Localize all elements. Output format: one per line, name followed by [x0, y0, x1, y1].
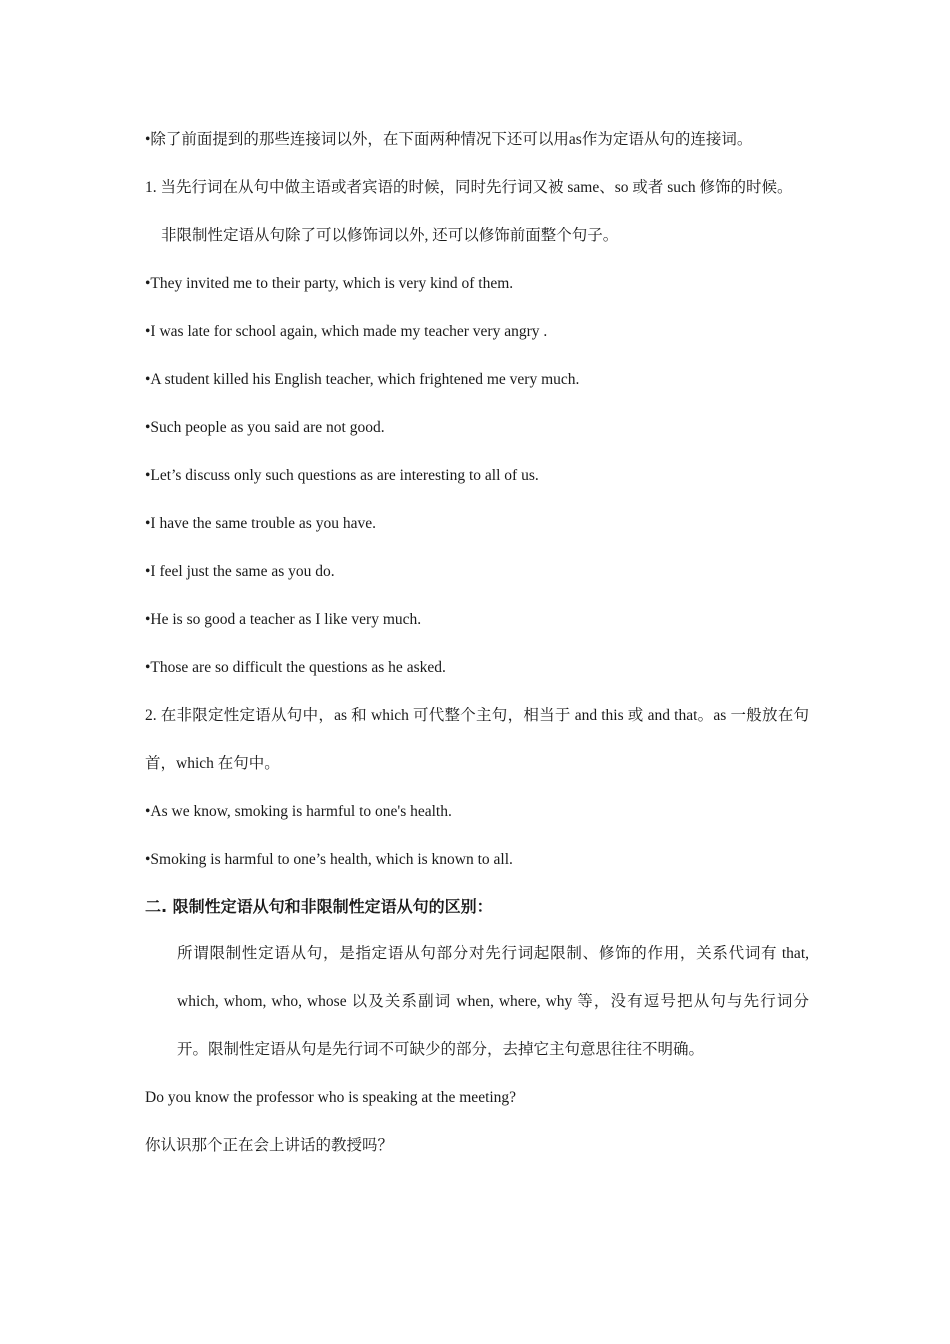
example-list-2 — [145, 788, 809, 884]
example-sentence: •As we know, smoking is harmful to one's health. — [145, 803, 452, 820]
paragraph-as-intro: •除了前面提到的那些连接词以外，在下面两种情况下还可以用as作为定语从句的连接词。 — [145, 131, 753, 148]
example-sentence: •They invited me to their party, which is very kind of them. — [145, 275, 514, 292]
example-list-1 — [145, 260, 809, 692]
example-sentence-chinese: 你认识那个正在会上讲话的教授吗？ — [145, 1137, 394, 1154]
paragraph-rule-2: 2. 在非限定性定语从句中，as 和 which 可代整个主句，相当于 and this 或 and that。as 一般放在句首，which 在句中。 — [145, 707, 809, 772]
example-sentence: •Those are so difficult the questions as he asked. — [145, 659, 446, 676]
paragraph-nonrestrictive-note: 非限制性定语从句除了可以修饰词以外, 还可以修饰前面整个句子。 — [161, 227, 619, 244]
paragraph-rule-1: 1. 当先行词在从句中做主语或者宾语的时候，同时先行词又被 same、so 或者 such 修饰的时候。 — [145, 179, 793, 196]
example-sentence: •Such people as you said are not good. — [145, 419, 385, 436]
document-body — [145, 116, 809, 1170]
paragraph-restrictive-definition: 所谓限制性定语从句，是指定语从句部分对先行词起限制、修饰的作用，关系代词有 that, which, whom, who, whose 以及关系副词 when, where, why 等，没有逗号把从句与先行词分开。限制性定语从句是先行词不可缺少的部分，去掉它主句意思往往不明确。 — [177, 945, 809, 1058]
example-sentence: •I feel just the same as you do. — [145, 563, 335, 580]
example-sentence: •I have the same trouble as you have. — [145, 515, 376, 532]
example-sentence: •I was late for school again, which made my teacher very angry . — [145, 323, 548, 340]
example-sentence: •A student killed his English teacher, which frightened me very much. — [145, 371, 580, 388]
example-sentence-english: Do you know the professor who is speaking at the meeting? — [145, 1089, 517, 1106]
example-sentence: •Let’s discuss only such questions as are interesting to all of us. — [145, 467, 539, 484]
example-sentence: •Smoking is harmful to one’s health, which is known to all. — [145, 851, 513, 868]
section-heading: 二. 限制性定语从句和非限制性定语从句的区别： — [145, 897, 493, 916]
example-sentence: •He is so good a teacher as I like very much. — [145, 611, 422, 628]
